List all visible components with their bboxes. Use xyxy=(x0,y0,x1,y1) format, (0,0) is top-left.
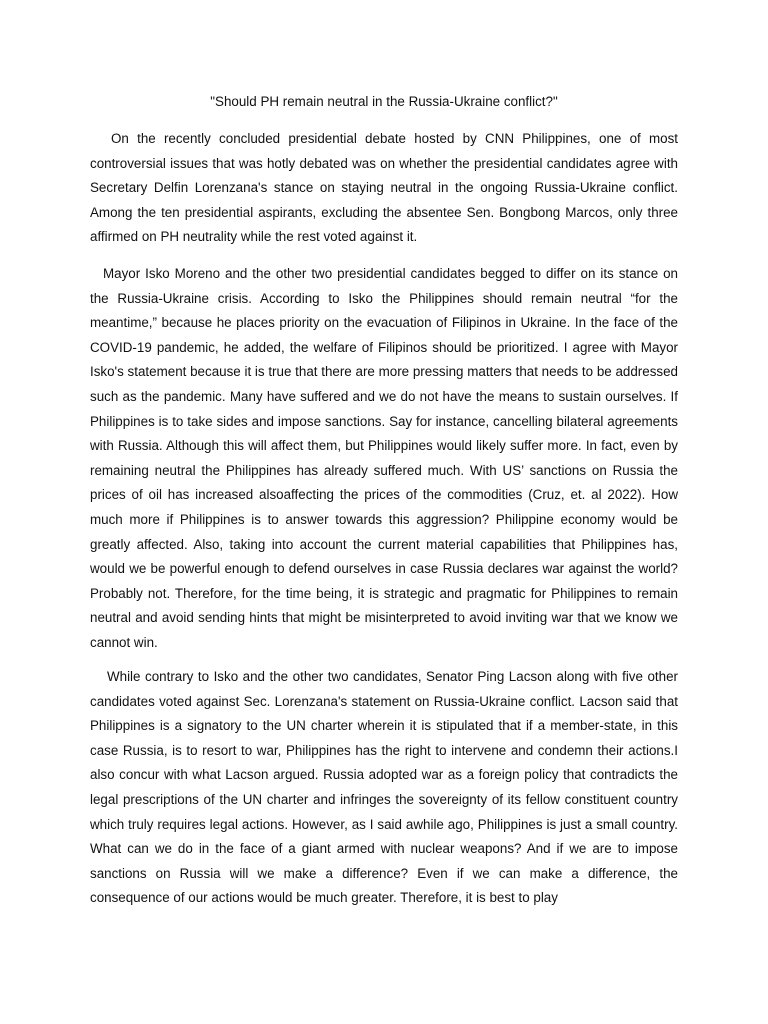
paragraph-3: While contrary to Isko and the other two candidates, Senator Ping Lacson along with five other candidates voted against Sec. Lorenzana's statement on Russia-Ukraine conflict. Lacson said that Philippines is a signatory to the UN charter wherein it is stipulated that if a member-state, in this case Russia, is to resort to war, Philippines has the right to intervene and condemn their actions.I also concur with what Lacson argued. Russia adopted war as a foreign policy that contradicts the legal prescriptions of the UN charter and infringes the sovereignty of its fellow constituent country which truly requires legal actions. However, as I said awhile ago, Philippines is just a small country. What can we do in the face of a giant armed with nuclear weapons? And if we are to impose sanctions on Russia will we make a difference? Even if we can make a difference, the consequence of our actions would be much greater. Therefore, it is best to play xyxy=(90,669,678,906)
paragraph-1: On the recently concluded presidential debate hosted by CNN Philippines, one of most controversial issues that was hotly debated was on whether the presidential candidates agree with Secretary Delfin Lorenzana's stance on staying neutral in the ongoing Russia-Ukraine conflict. Among the ten presidential aspirants, excluding the absentee Sen. Bongbong Marcos, only three affirmed on PH neutrality while the rest voted against it. xyxy=(90,131,678,245)
paragraph-2: Mayor Isko Moreno and the other two presidential candidates begged to differ on its stance on the Russia-Ukraine crisis. According to Isko the Philippines should remain neutral “for the meantime,” because he places priority on the evacuation of Filipinos in Ukraine. In the face of the COVID-19 pandemic, he added, the welfare of Filipinos should be prioritized. I agree with Mayor Isko's statement because it is true that there are more pressing matters that needs to be addressed such as the pandemic. Many have suffered and we do not have the means to sustain ourselves. If Philippines is to take sides and impose sanctions. Say for instance, cancelling bilateral agreements with Russia. Although this will affect them, but Philippines would likely suffer more. In fact, even by remaining neutral the Philippines has already suffered much. With US’ sanctions on Russia the prices of oil has increased alsoaffecting the prices of the commodities (Cruz, et. al 2022). How much more if Philippines is to answer towards this aggression? Philippine economy would be greatly affected. Also, taking into account the current material capabilities that Philippines has, would we be powerful enough to defend ourselves in case Russia declares war against the world? Probably not. Therefore, for the time being, it is strategic and pragmatic for Philippines to remain neutral and avoid sending hints that might be misinterpreted to avoid inviting war that we know we cannot win. xyxy=(90,266,678,650)
document-title: "Should PH remain neutral in the Russia-Ukraine conflict?" xyxy=(210,94,558,109)
